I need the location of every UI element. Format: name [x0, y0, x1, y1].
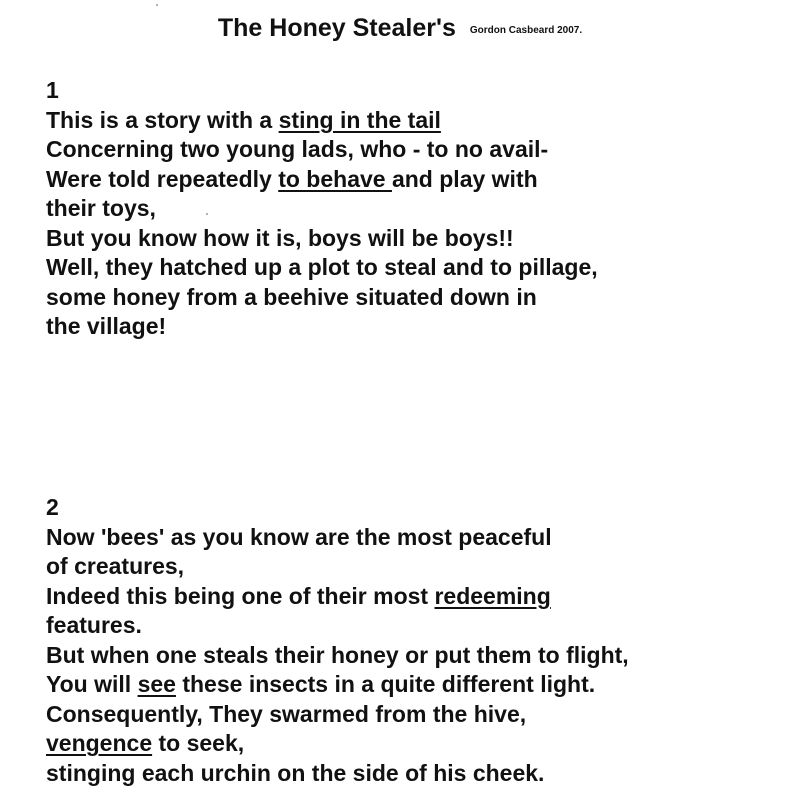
line-text: You will [46, 671, 138, 697]
poem-line [46, 253, 766, 283]
underlined-phrase: to behave [278, 165, 392, 192]
verse-number: 1 [46, 77, 59, 103]
scan-speck [156, 4, 158, 6]
line-text: Indeed this being one of their most [46, 582, 435, 609]
poem-line [46, 611, 766, 641]
poem-line [46, 283, 766, 313]
poem-line [46, 582, 766, 612]
line-text: Now 'bees' as you know are the most peaceful [46, 523, 552, 550]
scan-speck [206, 213, 208, 215]
underlined-phrase: redeeming [434, 582, 551, 609]
verse-2 [46, 493, 766, 788]
underlined-phrase: vengence [46, 730, 153, 756]
poem-line [46, 552, 766, 582]
underlined-phrase: see [137, 671, 176, 697]
line-text: and play with [391, 165, 538, 192]
poem-line [46, 312, 766, 342]
poem-line [46, 194, 766, 224]
line-text: of creatures, [46, 553, 185, 579]
poem-line [46, 165, 766, 195]
underlined-phrase: sting in the tail [278, 106, 441, 133]
line-text: Were told repeatedly [46, 165, 279, 192]
line-text: some honey from a beehive situated down in [46, 283, 537, 310]
verse-number: 2 [46, 494, 59, 520]
line-text: But when one steals their honey or put them to flight, [46, 641, 629, 668]
author-credit: Gordon Casbeard 2007. [469, 25, 583, 36]
poem-line [46, 224, 766, 254]
poem-line [46, 759, 766, 789]
poem-line [46, 641, 766, 671]
line-text: these insects in a quite different light. [175, 671, 596, 697]
line-text: Concerning two young lads, who - to no avail- [46, 136, 549, 162]
line-text: features. [46, 612, 142, 638]
line-text: Well, they hatched up a plot to steal and to pillage, [46, 254, 598, 280]
poem-line [46, 523, 766, 553]
verse-lines [46, 106, 766, 342]
verse-1 [46, 76, 766, 342]
poem-line [46, 106, 766, 136]
line-text: to seek, [152, 730, 245, 756]
poem-line [46, 135, 766, 165]
poem-title: The Honey Stealer's [217, 14, 456, 42]
document-header [0, 14, 800, 43]
poem-line [46, 670, 766, 700]
poem-line [46, 729, 766, 759]
verse-lines [46, 523, 766, 789]
line-text: But you know how it is, boys will be boys!! [46, 224, 514, 251]
line-text: their toys, [46, 195, 156, 221]
line-text: Consequently, They swarmed from the hive, [46, 700, 527, 727]
poem-line [46, 700, 766, 730]
line-text: the village! [46, 313, 167, 339]
line-text: This is a story with a [46, 106, 279, 133]
line-text: stinging each urchin on the side of his cheek. [46, 759, 545, 786]
